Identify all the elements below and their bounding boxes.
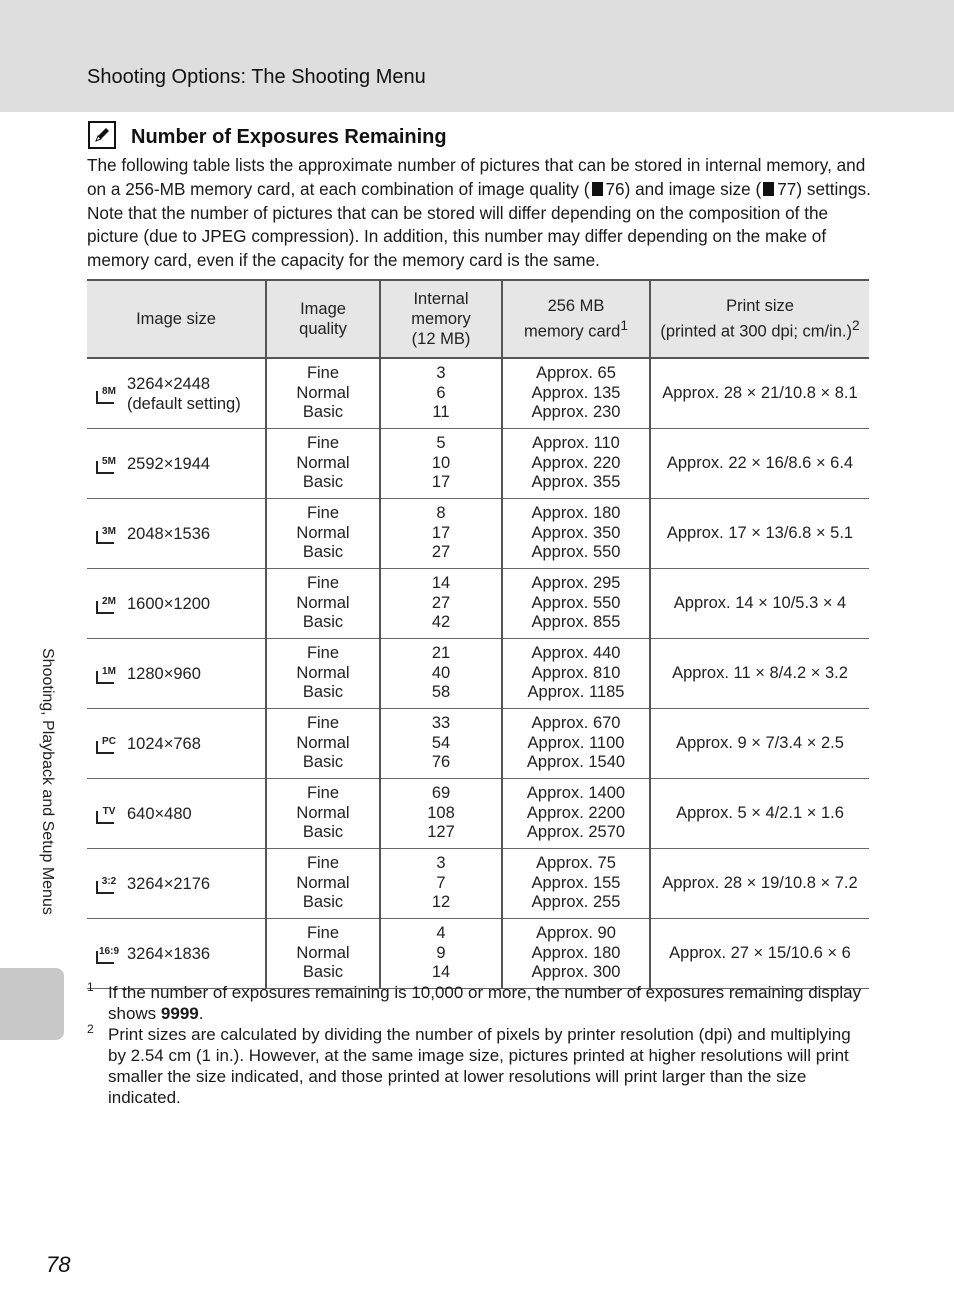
image-size-icon-label: 1M [102,665,116,677]
cell-print-size: Approx. 27 × 15/10.6 × 6 [650,919,869,989]
footnote-2: 2 Print sizes are calculated by dividing the number of pixels by printer resolution (dpi) and multiplying by 2.54 cm (1 in.). However, at the same image size, pictures printed at higher resolutions will print smaller the size indicated, and those printed at lower resolutions will print larger than the size indicated. [87,1022,851,1107]
image-size-icon [95,593,119,615]
image-size-icon-label: PC [102,735,116,747]
image-size-icon-label: TV [102,805,116,817]
cell-internal-memory: 14 27 42 [380,569,502,639]
image-size-icon-label: 16:9 [98,945,119,957]
image-size-icon-label: 8M [102,385,116,397]
cell-memory-card: Approx. 90 Approx. 180 Approx. 300 [502,919,650,989]
cell-quality: Fine Normal Basic [266,919,380,989]
page-ref-icon [592,182,603,196]
table-row [87,569,869,639]
header-memory-card: 256 MB memory card$^1$ [502,280,650,358]
table-row [87,919,869,989]
image-size-icon-label: 5M [102,455,116,467]
footnote-1: 1 If the number of exposures remaining is 10,000 or more, the number of exposures remaining display shows 9999. [87,980,862,1023]
cell-print-size: Approx. 28 × 19/10.8 × 7.2 [650,849,869,919]
cell-internal-memory: 8 17 27 [380,499,502,569]
cell-memory-card: Approx. 670 Approx. 1100 Approx. 1540 [502,709,650,779]
cell-image-size: 3M 2048×1536 [87,499,266,569]
cell-print-size: Approx. 28 × 21/10.8 × 8.1 [650,358,869,429]
side-tab-label: Shooting, Playback and Setup Menus [39,648,56,915]
cell-internal-memory: 3 6 11 [380,358,502,429]
image-size-icon [95,453,119,475]
cell-memory-card: Approx. 75 Approx. 155 Approx. 255 [502,849,650,919]
cell-internal-memory: 33 54 76 [380,709,502,779]
cell-memory-card: Approx. 1400 Approx. 2200 Approx. 2570 [502,779,650,849]
exposures-table [87,279,869,989]
cell-quality: Fine Normal Basic [266,639,380,709]
cell-image-size: TV 640×480 [87,779,266,849]
cell-print-size: Approx. 22 × 16/8.6 × 6.4 [650,429,869,499]
cell-quality: Fine Normal Basic [266,569,380,639]
cell-quality: Fine Normal Basic [266,849,380,919]
cell-internal-memory: 69 108 127 [380,779,502,849]
image-size-icon [95,943,119,965]
cell-internal-memory: 21 40 58 [380,639,502,709]
page-number: 78 [46,1252,71,1277]
header-band [0,0,954,112]
cell-memory-card: Approx. 110 Approx. 220 Approx. 355 [502,429,650,499]
cell-internal-memory: 4 9 14 [380,919,502,989]
cell-image-size: PC 1024×768 [87,709,266,779]
image-size-icon [95,523,119,545]
cell-print-size: Approx. 11 × 8/4.2 × 3.2 [650,639,869,709]
image-size-icon [95,383,119,405]
table-header-row [87,280,869,358]
image-size-icon [95,803,119,825]
header-print-size: Print size (printed at 300 dpi; cm/in.)$^2$ [650,280,869,358]
side-tab [36,648,60,958]
cell-memory-card: Approx. 295 Approx. 550 Approx. 855 [502,569,650,639]
header-image-quality: Image quality [266,280,380,358]
cell-print-size: Approx. 17 × 13/6.8 × 5.1 [650,499,869,569]
cell-quality: Fine Normal Basic [266,499,380,569]
image-size-icon [95,663,119,685]
intro-paragraph: The following table lists the approximate number of pictures that can be stored in internal memory, and on a 256-MB memory card, at each combination of image quality ( 76) and image size ( 77) settings. Note that the number of pictures that can be stored will differ depending on the composition of the picture (due to JPEG compression). In addition, this number may differ depending on the make of memory card, even if the capacity for the memory card is the same. [87,155,871,271]
table-row [87,358,869,429]
cell-print-size: Approx. 5 × 4/2.1 × 1.6 [650,779,869,849]
cell-quality: Fine Normal Basic [266,429,380,499]
header-internal-memory: Internal memory (12 MB) [380,280,502,358]
cell-print-size: Approx. 14 × 10/5.3 × 4 [650,569,869,639]
image-size-icon [95,873,119,895]
cell-memory-card: Approx. 65 Approx. 135 Approx. 230 [502,358,650,429]
header-title: Shooting Options: The Shooting Menu [87,66,426,88]
page-ref-icon [763,182,774,196]
section-title: Number of Exposures Remaining [131,126,447,148]
side-tab-block [0,968,64,1040]
cell-image-size: 3:2 3264×2176 [87,849,266,919]
cell-memory-card: Approx. 180 Approx. 350 Approx. 550 [502,499,650,569]
cell-quality: Fine Normal Basic [266,779,380,849]
cell-image-size: 1M 1280×960 [87,639,266,709]
table-row [87,499,869,569]
cell-memory-card: Approx. 440 Approx. 810 Approx. 1185 [502,639,650,709]
cell-internal-memory: 3 7 12 [380,849,502,919]
table-row [87,849,869,919]
header-image-size: Image size [87,280,266,358]
image-size-icon [95,733,119,755]
cell-image-size: 5M 2592×1944 [87,429,266,499]
cell-internal-memory: 5 10 17 [380,429,502,499]
image-size-icon-label: 3:2 [101,875,117,887]
cell-image-size: 2M 1600×1200 [87,569,266,639]
footnotes [87,982,867,1108]
cell-image-size: 16:9 3264×1836 [87,919,266,989]
cell-image-size: 8M 3264×2448 (default setting) [87,358,266,429]
page-ref-link[interactable]: 76 [605,178,625,199]
table-row [87,709,869,779]
table-row [87,639,869,709]
image-size-icon-label: 2M [102,595,116,607]
cell-quality: Fine Normal Basic [266,358,380,429]
table-row [87,429,869,499]
cell-print-size: Approx. 9 × 7/3.4 × 2.5 [650,709,869,779]
table-row [87,779,869,849]
cell-quality: Fine Normal Basic [266,709,380,779]
page-ref-link[interactable]: 77 [777,178,797,199]
image-size-icon-label: 3M [102,525,116,537]
note-pencil-icon [88,121,116,149]
